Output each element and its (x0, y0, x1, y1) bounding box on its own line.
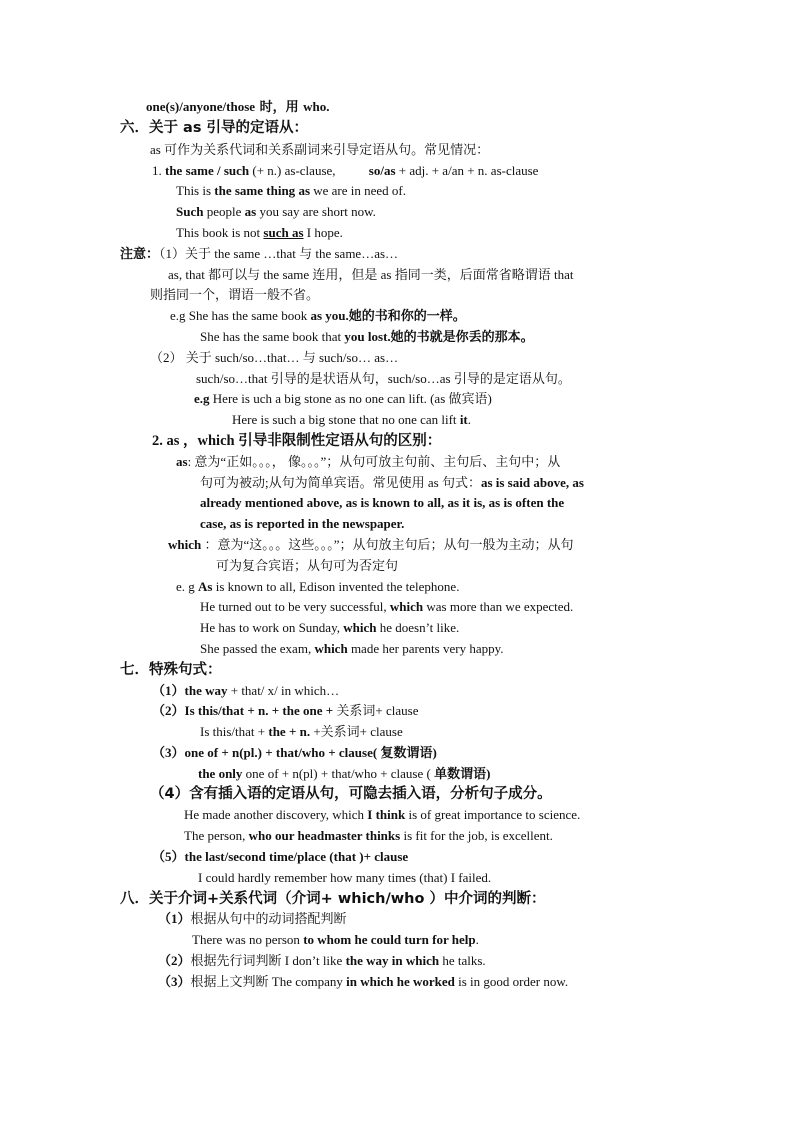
example-as-object: e.g Here is uch a big stone as no one can lift. (as 做宾语) (194, 391, 492, 406)
as-line-3: already mentioned above, as is known to all, as it is, as is often the (200, 495, 565, 510)
rule-3: （3）根据上文判断 The company in which he worked is in good order now. (158, 974, 569, 990)
section-8-title: 八．关于介词+关系代词（介词+ which/who ）中介词的判断： (120, 891, 546, 907)
section-7-title: 七．特殊句式： (120, 662, 222, 678)
note-1: 注意：（1）关于 the same …that 与 the same…as… (120, 246, 399, 262)
example-edison: e. g As is known to all, Edison invented the telephone. (176, 579, 460, 594)
rule-1: （1）根据从句中的动词搭配判断 (158, 911, 347, 927)
as-line-2: 句可为被动;从句为简单宾语。常见使用 as 句式：as is said above, as (200, 475, 584, 490)
example-same-thing: This is the same thing as we are in need of. (176, 183, 407, 198)
example-headmaster: The person, who our headmaster thinks is fit for the job, is excellent. (184, 828, 553, 843)
example-you-lost: She has the same book that you lost.她的书就是你丢的那本。 (200, 329, 534, 345)
example-times-failed: I could hardly remember how many times (that) I failed. (198, 870, 492, 885)
pattern-4: （4）含有插入语的定语从句，可隐去插入语，分析句子成分。 (150, 786, 552, 802)
note-1-line-2: as, that 都可以与 the same 连用，但是 as 指同一类，后面常省略谓语 that (168, 267, 574, 282)
note-1-line-3: 则指同一个，谓语一般不省。 (150, 287, 320, 302)
point-2: 2. as ，which 引导非限制性定语从句的区别： (152, 433, 442, 449)
pattern-2-variant: Is this/that + the + n. +关系词+ clause (200, 724, 403, 739)
note-2-line-2: such/so…that 引导的是状语从句，such/so…as 引导的是定语从句。 (196, 371, 571, 386)
pattern-3-variant: the only one of + n(pl) + that/who + clause ( 单数谓语) (198, 766, 491, 782)
as-line-1: as: 意为“正如。。。， 像。。。”；从句可放主句前、主句后、主句中；从 (176, 454, 561, 469)
example-such-people: Such people as you say are short now. (176, 204, 376, 219)
which-line-1: which ：意为“这。。。这些。。。”；从句放主句后；从句一般为主动；从句 (168, 537, 574, 552)
section-6-intro: as 可作为关系代词和关系副词来引导定语从句。常见情况： (150, 142, 490, 157)
as-line-4: case, as is reported in the newspaper. (200, 516, 405, 531)
which-line-2: 可为复合宾语；从句可为否定句 (216, 558, 399, 573)
example-sunday: He has to work on Sunday, which he doesn’t like. (200, 620, 460, 635)
pattern-2: （2）Is this/that + n. + the one + 关系词+ clause (152, 703, 419, 718)
example-to-whom: There was no person to whom he could turn for help. (192, 932, 479, 947)
point-1: 1. the same / such (+ n.) as-clause, so/as + adj. + a/an + n. as-clause (152, 163, 539, 178)
pattern-5: （5）the last/second time/place (that )+ clause (152, 849, 409, 864)
note-2: （2） 关于 such/so…that… 与 such/so… as… (150, 350, 399, 365)
example-lift-it: Here is such a big stone that no one can lift it. (232, 412, 472, 427)
example-discovery: He made another discovery, which I think is of great importance to science. (184, 807, 581, 822)
example-as-you: e.g She has the same book as you.她的书和你的一样。 (170, 308, 466, 324)
example-successful: He turned out to be very successful, which was more than we expected. (200, 599, 574, 614)
pattern-3: （3）one of + n(pl.) + that/who + clause( 复数谓语) (152, 745, 437, 761)
line-who-usage: one(s)/anyone/those 时，用 who. (146, 99, 330, 115)
section-6-title: 六．关于 as 引导的定语从： (120, 120, 309, 136)
example-passed-exam: She passed the exam, which made her parents very happy. (200, 641, 504, 656)
example-such-as: This book is not such as I hope. (176, 225, 343, 240)
pattern-1: （1）the way + that/ x/ in which… (152, 683, 340, 698)
rule-2: （2）根据先行词判断 I don’t like the way in which he talks. (158, 953, 486, 969)
